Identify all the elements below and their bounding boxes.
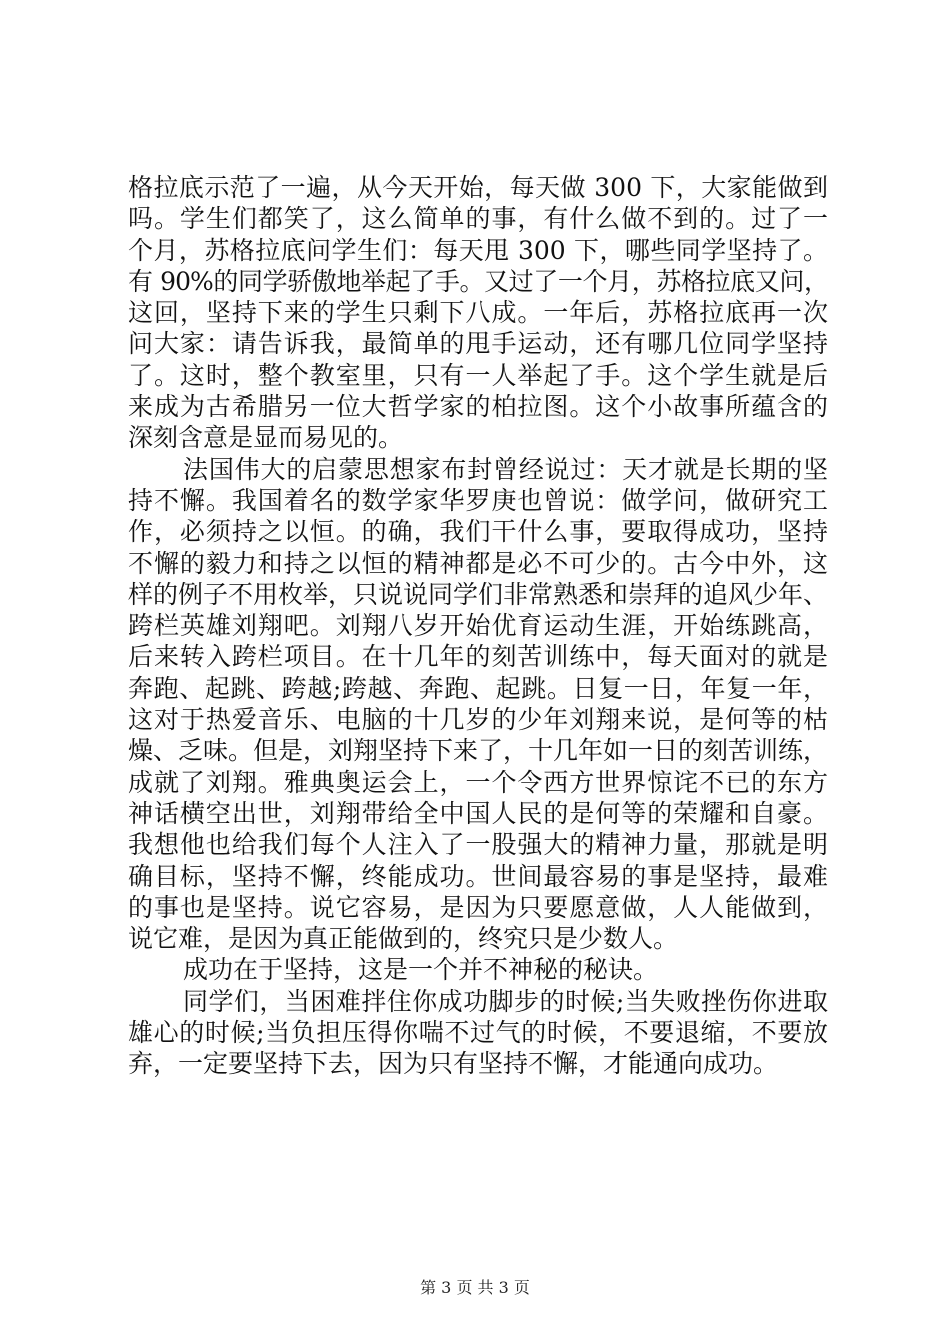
text-line: 样的例子不用枚举，只说说同学们非常熟悉和崇拜的追风少年、: [128, 579, 829, 609]
text-line: 燥、乏味。但是，刘翔坚持下来了，十几年如一日的刻苦训练，: [128, 736, 829, 766]
text-line: 深刻含意是显而易见的。: [128, 423, 404, 453]
text-line: 个月，苏格拉底问学生们：每天甩 300 下，哪些同学坚持了。: [128, 235, 828, 265]
text-line: 问大家：请告诉我，最简单的甩手运动，还有哪几位同学坚持: [128, 329, 828, 359]
text-line: 后来转入跨栏项目。在十几年的刻苦训练中，每天面对的就是: [128, 642, 828, 672]
paragraph-start-line: 同学们，当困难拌住你成功脚步的时候;当失败挫伤你进取: [183, 986, 828, 1016]
text-line: 确目标，坚持不懈，终能成功。世间最容易的事是坚持，最难: [128, 861, 828, 891]
text-line: 雄心的时候;当负担压得你喘不过气的时候，不要退缩，不要放: [128, 1018, 828, 1048]
paragraph-start-line: 法国伟大的启蒙思想家布封曾经说过：天才就是长期的坚: [183, 454, 828, 484]
text-line: 这回，坚持下来的学生只剩下八成。一年后，苏格拉底再一次: [128, 298, 828, 328]
body-text: [128, 172, 828, 1080]
text-line: 作，必须持之以恒。的确，我们干什么事，要取得成功，坚持: [128, 517, 828, 547]
text-line: 成就了刘翔。雅典奥运会上，一个令西方世界惊诧不已的东方: [128, 767, 828, 797]
text-line: 格拉底示范了一遍，从今天开始，每天做 300 下，大家能做到: [128, 173, 828, 202]
text-line: 说它难，是因为真正能做到的，终究只是少数人。: [128, 924, 679, 954]
text-line: 跨栏英雄刘翔吧。刘翔八岁开始优育运动生涯，开始练跳高，: [128, 611, 828, 641]
paragraph-start-line: 成功在于坚持，这是一个并不神秘的秘诀。: [183, 955, 659, 985]
text-line: 奔跑、起跳、跨越;跨越、奔跑、起跳。日复一日，年复一年，: [128, 673, 828, 703]
text-line: 的事也是坚持。说它容易，是因为只要愿意做，人人能做到，: [128, 892, 828, 922]
text-line: 不懈的毅力和持之以恒的精神都是必不可少的。古今中外，这: [128, 548, 828, 578]
text-line: 持不懈。我国着名的数学家华罗庚也曾说：做学问，做研究工: [128, 485, 828, 515]
text-line: 我想他也给我们每个人注入了一股强大的精神力量，那就是明: [128, 830, 828, 860]
page-number-footer: 第 3 页 共 3 页: [420, 1278, 530, 1297]
text-line: 神话横空出世，刘翔带给全中国人民的是何等的荣耀和自豪。: [128, 798, 828, 828]
text-line: 有 90%的同学骄傲地举起了手。又过了一个月，苏格拉底又问，: [128, 266, 828, 296]
text-line: 吗。学生们都笑了，这么简单的事，有什么做不到的。过了一: [128, 204, 828, 234]
text-line: 弃，一定要坚持下去，因为只有坚持不懈，才能通向成功。: [128, 1049, 779, 1079]
text-line: 来成为古希腊另一位大哲学家的柏拉图。这个小故事所蕴含的: [128, 392, 828, 422]
text-line: 这对于热爱音乐、电脑的十几岁的少年刘翔来说，是何等的枯: [128, 705, 828, 735]
text-line: 了。这时，整个教室里，只有一人举起了手。这个学生就是后: [128, 360, 828, 390]
